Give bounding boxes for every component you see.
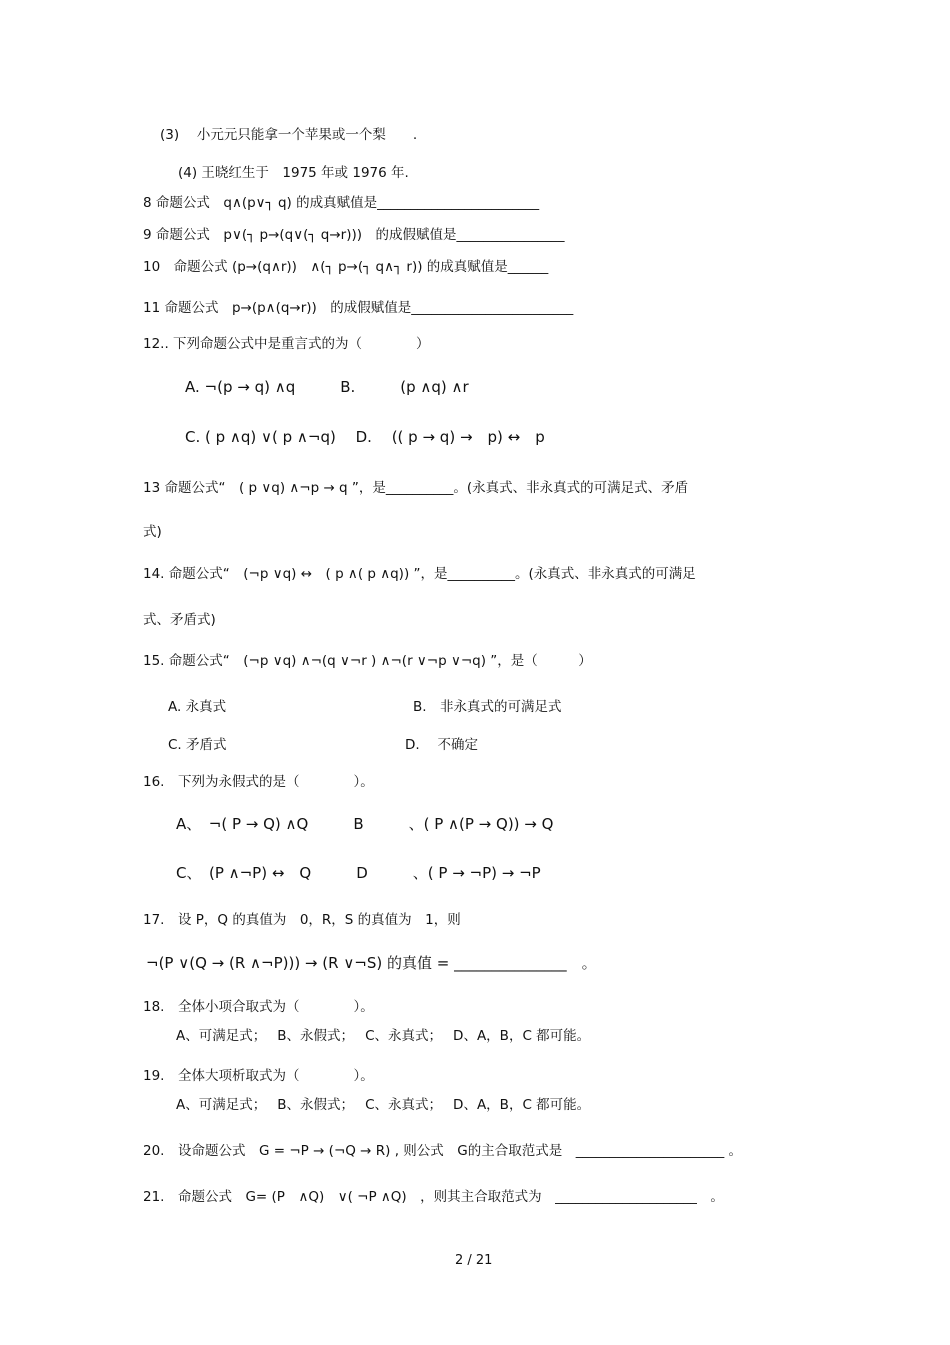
question-12: 12.. 下列命题公式中是重言式的为（ ）	[143, 336, 430, 352]
item-4: (4) 王晓红生于 1975 年或 1976 年.	[178, 165, 409, 181]
question-18: 18. 全体小项合取式为（ ）。	[143, 999, 374, 1015]
question-21: 21. 命题公式 G= (P ∧Q) ∨( ¬P ∧Q) ，则其主合取范式为 _____________________ 。	[143, 1189, 724, 1205]
question-15-option-d: D. 不确定	[405, 737, 478, 753]
question-16: 16. 下列为永假式的是（ ）。	[143, 774, 374, 790]
question-14: 14. 命题公式“ (¬p ∨q) ↔ ( p ∧( p ∧q)) ”，是__________。(永真式、非永真式的可满足	[143, 566, 696, 582]
question-18-options: A、可满足式； B、永假式； C、永真式； D、A，B，C 都可能。	[176, 1028, 591, 1044]
question-15-option-c: C. 矛盾式	[168, 737, 227, 753]
question-17-formula: ¬(P ∨(Q → (R ∧¬P))) → (R ∨¬S) 的真值 = _______________ 。	[146, 954, 597, 972]
question-16-options-cd: C、 (P ∧¬P) ↔ Q D 、( P → ¬P) → ¬P	[176, 864, 541, 882]
question-13-cont: 式)	[143, 524, 162, 540]
question-12-options-cd: C. ( p ∧q) ∨( p ∧¬q) D. (( p → q) → p) ↔ p	[185, 428, 545, 446]
question-16-options-ab: A、 ¬( P → Q) ∧Q B 、( P ∧(P → Q)) → Q	[176, 815, 554, 833]
question-19: 19. 全体大项析取式为（ ）。	[143, 1068, 374, 1084]
question-15-option-a: A. 永真式	[168, 699, 227, 715]
question-19-options: A、可满足式； B、永假式； C、永真式； D、A，B，C 都可能。	[176, 1097, 591, 1113]
question-10: 10 命题公式 (p→(q∧r)) ∧(┐ p→(┐ q∧┐ r)) 的成真赋值是______	[143, 259, 549, 275]
question-11: 11 命题公式 p→(p∧(q→r)) 的成假赋值是________________________	[143, 300, 574, 316]
item-3: (3) 小元元只能拿一个苹果或一个梨 .	[160, 127, 418, 143]
question-20: 20. 设命题公式 G = ¬P → (¬Q → R) , 则公式 G的主合取范式是 ______________________ 。	[143, 1143, 743, 1159]
question-14-cont: 式、矛盾式)	[143, 612, 216, 628]
question-15: 15. 命题公式“ (¬p ∨q) ∧¬(q ∨¬r ) ∧¬(r ∨¬p ∨¬q) ”，是（ ）	[143, 653, 592, 669]
question-9: 9 命题公式 p∨(┐ p→(q∨(┐ q→r))) 的成假赋值是________________	[143, 227, 565, 243]
question-13: 13 命题公式“ ( p ∨q) ∧¬p → q ”，是__________。(永真式、非永真式的可满足式、矛盾	[143, 480, 689, 496]
question-12-options-ab: A. ¬(p → q) ∧q B. (p ∧q) ∧r	[185, 378, 469, 396]
question-15-option-b: B. 非永真式的可满足式	[413, 699, 562, 715]
page-number: 2 / 21	[455, 1253, 493, 1268]
question-8: 8 命题公式 q∧(p∨┐ q) 的成真赋值是________________________	[143, 195, 540, 211]
question-17: 17. 设 P，Q 的真值为 0，R，S 的真值为 1，则	[143, 912, 461, 928]
